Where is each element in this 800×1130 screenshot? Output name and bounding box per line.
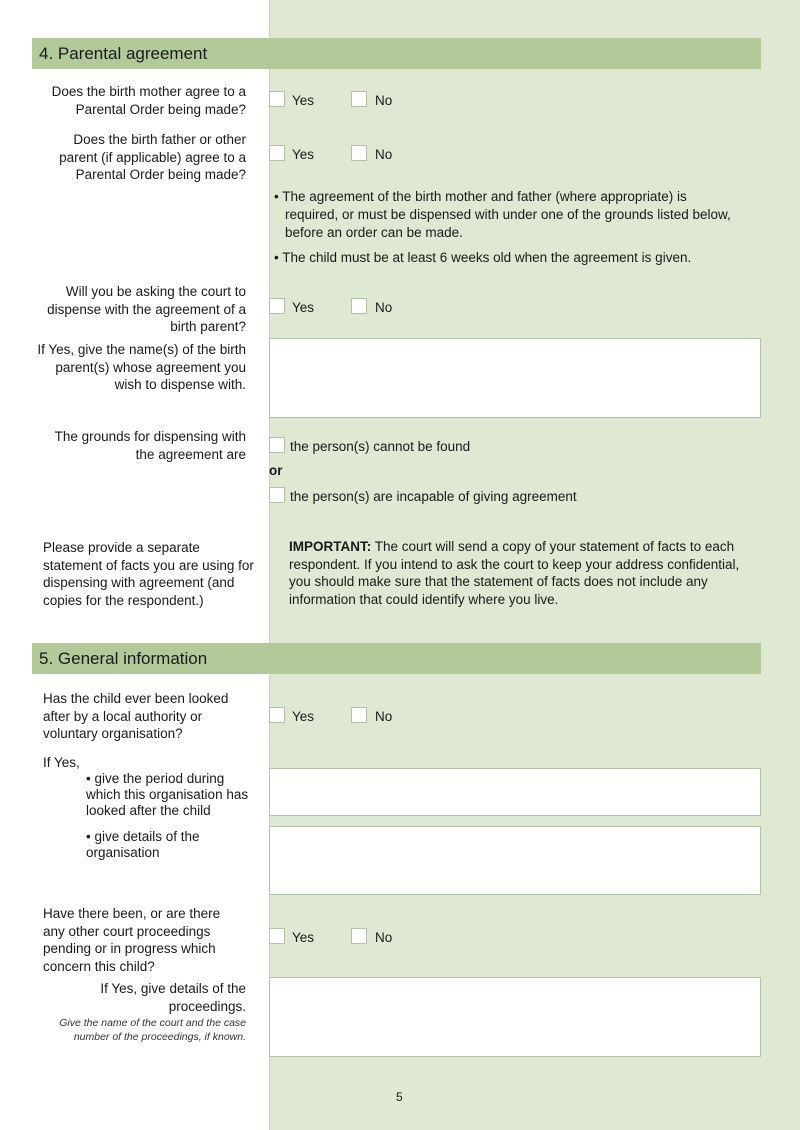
birth-father-no-checkbox[interactable]	[351, 145, 367, 161]
no-label: No	[375, 709, 393, 724]
question-grounds: The grounds for dispensing with the agreement are	[54, 429, 246, 462]
question-birth-mother-agree: Does the birth mother agree to a Parental Order being made?	[51, 84, 246, 117]
birth-mother-yes-checkbox[interactable]	[269, 91, 285, 107]
question-dispense-agreement: Will you be asking the court to dispense with the agreement of a birth parent?	[47, 284, 246, 334]
section-5-header: 5. General information	[32, 643, 761, 674]
note-line: • The agreement of the birth mother and father (where appropriate) is	[274, 189, 687, 204]
important-notice	[289, 538, 759, 608]
yes-label: Yes	[292, 300, 315, 315]
question-birth-parent-names: If Yes, give the name(s) of the birth parent(s) whose agreement you wish to dispense with.	[37, 342, 246, 392]
note-line: required, or must be dispensed with under one of the grounds listed below,	[285, 207, 731, 222]
ground-incapable-label: the person(s) are incapable of giving agreement	[290, 489, 577, 504]
ground-incapable-checkbox[interactable]	[269, 487, 285, 503]
question-other-proceedings: Have there been, or are there any other court proceedings pending or in progress which concern this child?	[43, 906, 221, 974]
care-period-field[interactable]	[269, 768, 761, 816]
birth-mother-no-checkbox[interactable]	[351, 91, 367, 107]
agreement-note-1	[274, 188, 754, 242]
proceedings-details-field[interactable]	[269, 977, 761, 1057]
ground-cannot-be-found-checkbox[interactable]	[269, 437, 285, 453]
question-proceedings-details: If Yes, give details of the proceedings.	[100, 981, 246, 1014]
proceedings-hint: Give the name of the court and the case number of the proceedings, if known.	[59, 1017, 246, 1043]
birth-father-yes-checkbox[interactable]	[269, 145, 285, 161]
question-looked-after: Has the child ever been looked after by a local authority or voluntary organisation?	[43, 691, 229, 741]
period-instruction: • give the period during which this organisation has looked after the child	[86, 771, 249, 818]
page-number: 5	[396, 1090, 403, 1104]
or-label: or	[269, 463, 283, 478]
no-label: No	[375, 300, 393, 315]
section-4-header: 4. Parental agreement	[32, 38, 761, 69]
important-text: The court will send a copy of your statement of facts to each respondent. If you intend to ask the court to keep your address confidential, you should make sure that the statement of facts does not include any information that could identify where you live.	[289, 539, 740, 607]
note-line: before an order can be made.	[285, 225, 463, 240]
yes-label: Yes	[292, 930, 315, 945]
proceedings-no-checkbox[interactable]	[351, 928, 367, 944]
agreement-note-2: • The child must be at least 6 weeks old when the agreement is given.	[274, 250, 692, 265]
dispense-yes-checkbox[interactable]	[269, 298, 285, 314]
no-label: No	[375, 930, 393, 945]
organisation-instruction: • give details of the organisation	[86, 829, 200, 860]
looked-after-no-checkbox[interactable]	[351, 707, 367, 723]
birth-parent-names-field[interactable]	[269, 338, 761, 418]
organisation-details-field[interactable]	[269, 826, 761, 895]
statement-of-facts-instruction: Please provide a separate statement of facts you are using for dispensing with agreement (and copies for the respondent.)	[43, 540, 254, 608]
important-label: IMPORTANT:	[289, 539, 372, 554]
yes-label: Yes	[292, 147, 315, 162]
looked-after-yes-checkbox[interactable]	[269, 707, 285, 723]
yes-label: Yes	[292, 709, 315, 724]
question-birth-father-agree: Does the birth father or other parent (if applicable) agree to a Parental Order being made?	[59, 132, 246, 182]
no-label: No	[375, 147, 393, 162]
yes-label: Yes	[292, 93, 315, 108]
proceedings-yes-checkbox[interactable]	[269, 928, 285, 944]
if-yes-label: If Yes,	[43, 755, 80, 770]
no-label: No	[375, 93, 393, 108]
dispense-no-checkbox[interactable]	[351, 298, 367, 314]
ground-cannot-be-found-label: the person(s) cannot be found	[290, 439, 471, 454]
